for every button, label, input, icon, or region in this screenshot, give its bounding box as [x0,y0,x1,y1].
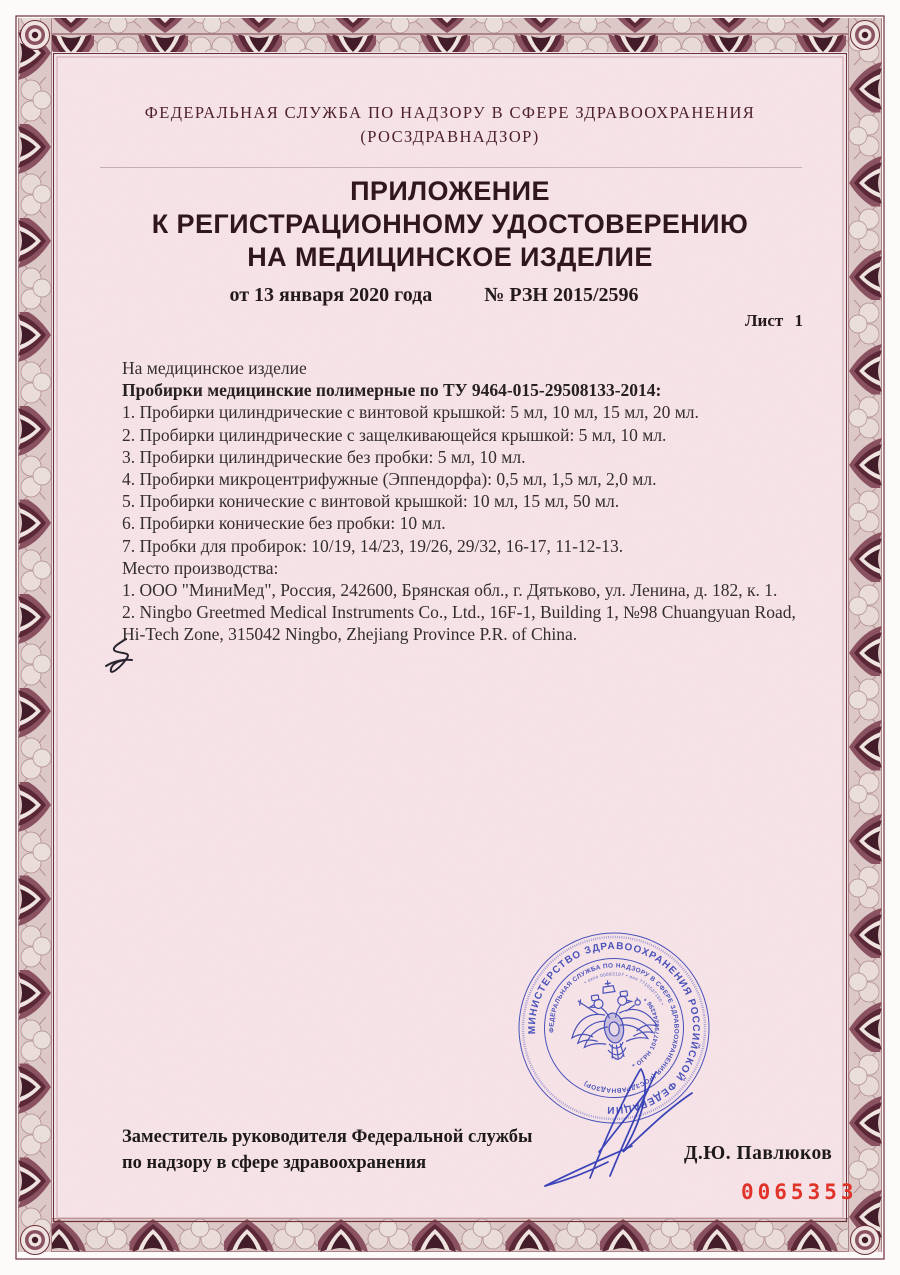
agency-short-name: (РОСЗДРАВНАДЗОР) [360,127,540,146]
product-item: 7. Пробки для пробирок: 10/19, 14/23, 19/26, 29/32, 16-17, 11-12-13. [122,535,624,556]
stamp-inner-ring-text: ФЕДЕРАЛЬНАЯ СЛУЖБА ПО НАДЗОРУ В СФЕРЕ ЗДРАВООХРАНЕНИЯ (РОСЗДРАВНАДЗОР) [548,962,680,1094]
signer-name: Д.Ю. Павлюков [684,1143,833,1164]
issue-date: от 13 января 2020 года [229,284,433,306]
title-line-1: ПРИЛОЖЕНИЕ [350,176,550,206]
product-heading: Пробирки медицинские полимерные по ТУ 9464-015-29508133-2014: [122,380,662,401]
product-item: 6. Пробирки конические без пробки: 10 мл. [122,513,446,534]
stamp-ogrn-text: * ОГРН 1047796244396 * [631,995,662,1071]
date-number-line [41,284,827,307]
title-line-3: НА МЕДИЦИНСКОЕ ИЗДЕЛИЕ [247,242,653,272]
production-site: 2. Ningbo Greetmed Medical Instruments Co., Ltd., 16F-1, Building 1, №98 Chuangyuan Road, Hi-Tech Zone, 315042 Ningbo, Zhejiang Province P.R. of China. [122,602,796,645]
product-item: 3. Пробирки цилиндрические без пробки: 5 мл, 10 мл. [122,446,526,467]
production-heading: Место производства: [122,557,279,578]
sheet-number: Лист 1 [744,311,803,330]
production-site: 1. ООО "МиниМед", Россия, 242600, Брянская обл., г. Дятьково, ул. Ленина, д. 182, к. 1. [122,580,778,601]
production-site-list [122,579,806,646]
product-item: 5. Пробирки конические с винтовой крышкой: 10 мл, 15 мл, 50 мл. [122,491,620,512]
header-divider [100,167,802,168]
product-item: 1. Пробирки цилиндрические с винтовой крышкой: 5 мл, 10 мл, 15 мл, 20 мл. [122,402,699,423]
signature-ink [520,1020,730,1205]
stamp-outer-ring-text: МИНИСТЕРСТВО ЗДРАВООХРАНЕНИЯ РОССИЙСКОЙ ФЕДЕРАЦИИ [526,940,702,1116]
registration-number: № РЗН 2015/2596 [484,284,639,306]
agency-name: ФЕДЕРАЛЬНАЯ СЛУЖБА ПО НАДЗОРУ В СФЕРЕ ЗДРАВООХРАНЕНИЯ [144,103,756,122]
issuing-authority [57,101,843,149]
serial-number: 0065353 [741,1180,858,1204]
handwritten-paraph-icon [103,633,151,695]
product-item: 2. Пробирки цилиндрические с защелкивающейся крышкой: 5 мл, 10 мл. [122,424,667,445]
document-body [122,357,806,646]
product-list [122,401,806,556]
signer-title [122,1124,532,1176]
document-title [57,175,843,274]
title-line-2: К РЕГИСТРАЦИОННОМУ УДОСТОВЕРЕНИЮ [151,209,749,239]
signer-title-line-1: Заместитель руководителя Федеральной службы [122,1127,533,1147]
stamp-codes-ring-text: • окпо 00083197 • инн 7710537160 • [583,971,666,1007]
intro-line: На медицинское изделие [122,358,307,378]
product-item: 4. Пробирки микроцентрифужные (Эппендорфа): 0,5 мл, 1,5 мл, 2,0 мл. [122,469,657,490]
signer-title-line-2: по надзору в сфере здравоохранения [122,1153,427,1173]
